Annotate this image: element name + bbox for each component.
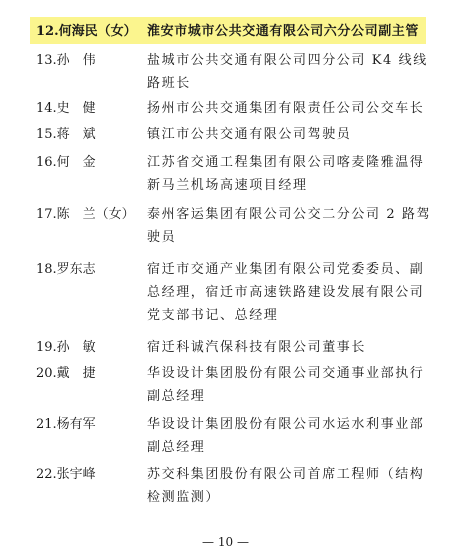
- entry-description: 镇江市公共交通有限公司驾驶员: [147, 127, 352, 142]
- entry-description: 泰州客运集团有限公司公交二分公司 2 路驾 驶员: [147, 207, 432, 245]
- entry-name: 20.戴 捷: [36, 366, 96, 381]
- entry-description: 苏交科集团股份有限公司首席工程师（结构 检测监测）: [147, 467, 425, 505]
- entry-name: 17.陈 兰（女）: [36, 207, 135, 222]
- entry-description: 宿迁市交通产业集团有限公司党委委员、副 总经理，宿迁市高速铁路建设发展有限公司 党支部书记、总经理: [147, 262, 425, 323]
- page-number: — 10 —: [202, 535, 249, 549]
- entry-name: 13.孙 伟: [36, 53, 96, 68]
- entry-description: 扬州市公共交通集团有限责任公司公交车长: [147, 101, 425, 116]
- entry-name: 15.蒋 斌: [36, 127, 96, 142]
- entry-description: 江苏省交通工程集团有限公司喀麦隆雅温得 新马兰机场高速项目经理: [147, 155, 425, 193]
- entry-description: 盐城市公共交通有限公司四分公司 K4 线线 路班长: [147, 53, 428, 91]
- entry-name: 16.何 金: [36, 155, 96, 170]
- entry-description: 淮安市城市公共交通有限公司六分公司副主管: [147, 24, 420, 39]
- entry-name: 14.史 健: [36, 101, 96, 116]
- entry-name: 21.杨有军: [36, 417, 96, 432]
- entry-description: 华设设计集团股份有限公司交通事业部执行 副总经理: [147, 366, 425, 404]
- entry-name: 22.张宇峰: [36, 467, 96, 482]
- entry-name: 12.何海民（女）: [36, 24, 137, 39]
- entry-name: 18.罗东志: [36, 262, 96, 277]
- entry-description: 华设设计集团股份有限公司水运水利事业部 副总经理: [147, 417, 425, 455]
- entry-description: 宿迁科诚汽保科技有限公司董事长: [147, 340, 367, 355]
- entry-name: 19.孙 敏: [36, 340, 96, 355]
